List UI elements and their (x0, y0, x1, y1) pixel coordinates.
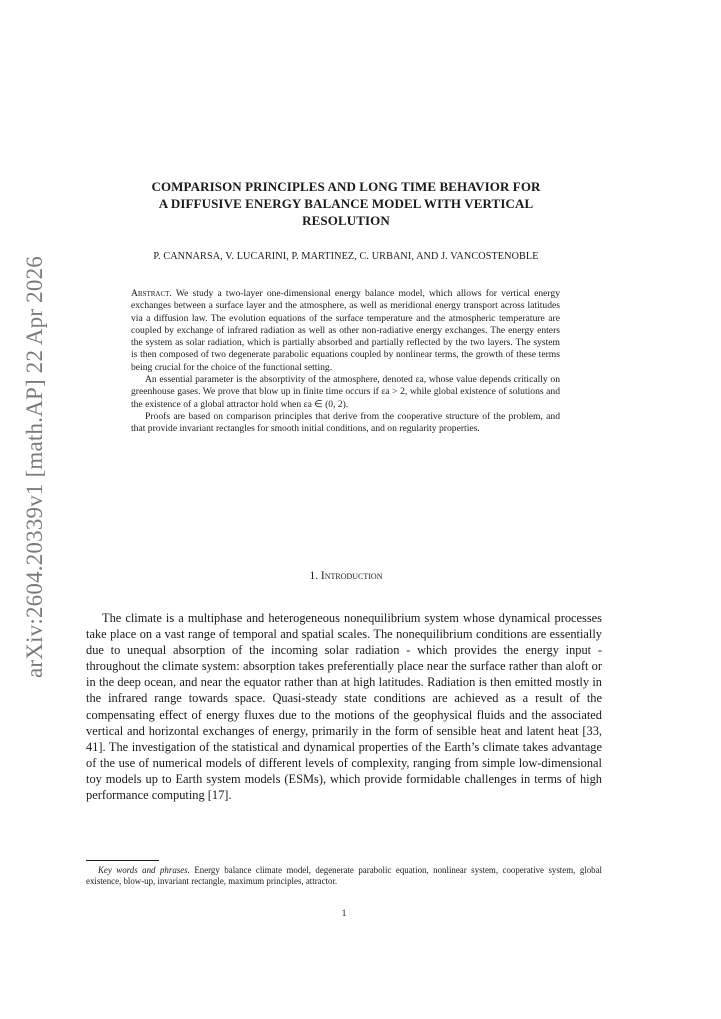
footnote-text: Energy balance climate model, degenerate parabolic equation, nonlinear system, cooperative system, global existence, blow-up, invariant rectangle, maximum principles, attractor. (86, 865, 603, 887)
abstract-label: Abstract. (131, 288, 172, 299)
abstract-text-1: We study a two-layer one-dimensional energy balance model, which allows for vertical energy exchanges between a surface layer and the atmosphere, as well as meridional energy transport across latitudes via a diffusion law. The evolution equations of the surface temperature and the atmospheric temperature are coupled by exchange of infrared radiation as well as other non-radiative energy exchanges. The energy enters the system as solar radiation, which is partially absorbed and partially reflected by the two layers. The system is then composed of two degenerate parabolic equations coupled by nonlinear terms, the growth of these terms being crucial for the choice of the functional setting. (131, 288, 561, 373)
author-list: P. CANNARSA, V. LUCARINI, P. MARTINEZ, C. URBANI, AND J. VANCOSTENOBLE (153, 251, 539, 262)
arxiv-identifier: arXiv:2604.20339v1 [math.AP] 22 Apr 2026 (22, 256, 47, 678)
arxiv-side-stamp (16, 256, 54, 678)
abstract (131, 288, 560, 436)
abstract-paragraph-3: Proofs are based on comparison principles that derive from the cooperative structure of the problem, and that provide invariant rectangles for smooth initial conditions, and on regularity properties. (131, 410, 560, 435)
section-heading-introduction: 1. Introduction (309, 570, 383, 582)
paper-title (86, 178, 606, 229)
abstract-paragraph-2: An essential parameter is the absorptivity of the atmosphere, denoted εa, whose value depends critically on greenhouse gases. We prove that blow up in finite time occurs if εa > 2, while global existence of solutions and the existence of a global attractor hold when εa ∈ (0, 2). (131, 374, 560, 410)
title-line-1: COMPARISON PRINCIPLES AND LONG TIME BEHAVIOR FOR (151, 179, 541, 194)
footnote-rule (86, 860, 159, 861)
abstract-paragraph-1 (131, 288, 560, 374)
intro-paragraph: The climate is a multiphase and heterogeneous nonequilibrium system whose dynamical processes take place on a vast range of temporal and spatial scales. The nonequilibrium conditions are essentially due to unequal absorption of the incoming solar radiation - which provides the energy input - throughout the climate system: absorption takes preferentially place near the surface rather than aloft or in the deep ocean, and near the equator rather than at high latitudes. Radiation is then emitted mostly in the infrared range towards space. Quasi-steady state conditions are achieved as a result of the compensating effect of energy fluxes due to the motions of the geophysical fluids and the associated vertical and horizontal exchanges of energy, primarily in the form of sensible heat and latent heat [33, 41]. The investigation of the statistical and dynamical properties of the Earth’s climate takes advantage of the use of numerical models of different levels of complexity, ranging from simple low-dimensional toy models up to Earth system models (ESMs), which provide formidable challenges in terms of high performance computing [17]. (86, 611, 602, 803)
page-number: 1 (341, 908, 347, 919)
footnote (86, 865, 602, 888)
footnote-label: Key words and phrases. (98, 865, 190, 875)
title-line-3: RESOLUTION (302, 213, 390, 228)
title-line-2: A DIFFUSIVE ENERGY BALANCE MODEL WITH VERTICAL (158, 196, 534, 211)
